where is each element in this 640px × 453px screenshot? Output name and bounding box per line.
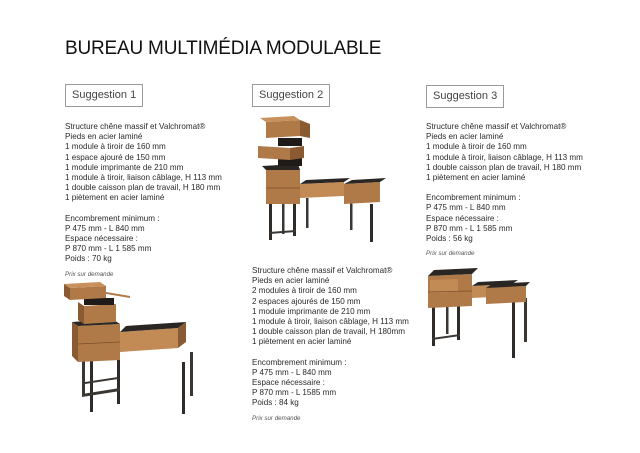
- desk-suggestion-3-image: [426, 266, 536, 361]
- desk-suggestion-2-image: [252, 118, 392, 246]
- dim-line: Encombrement minimum :: [65, 213, 160, 223]
- spec-line: 1 module à tiroir, liaison câblage, H 113 mm: [252, 317, 409, 327]
- spec-line: 1 double caisson plan de travail, H 180 mm: [426, 162, 582, 172]
- dim-line: P 475 mm - L 840 mm: [65, 223, 145, 233]
- spec-line: 1 module à tiroir de 160 mm: [65, 142, 166, 152]
- spec-line: 1 espace ajouré de 150 mm: [65, 152, 166, 162]
- dim-line: P 475 mm - L 840 mm: [252, 367, 332, 377]
- dim-line: Poids : 84 kg: [252, 398, 299, 408]
- spec-line: Pieds en acier laminé: [252, 276, 330, 286]
- dim-line: Espace nécessaire :: [65, 234, 138, 244]
- suggestion-3-label: Suggestion 3: [426, 85, 504, 108]
- dim-line: Encombrement minimum :: [426, 193, 521, 203]
- spec-line: Structure chêne massif et Valchromat®: [252, 266, 393, 275]
- price-note: Prix sur demande: [65, 270, 114, 278]
- spec-line: 1 piètement en acier laminé: [252, 337, 352, 347]
- dim-line: P 870 mm - L 1 585 mm: [426, 223, 513, 233]
- spec-line: Pieds en acier laminé: [65, 132, 143, 142]
- suggestion-2-specs: [252, 266, 409, 424]
- page-title: BUREAU MULTIMÉDIA MODULABLE: [65, 38, 382, 59]
- spec-line: Pieds en acier laminé: [426, 132, 504, 142]
- spec-line: 1 double caisson plan de travail, H 180 mm: [65, 183, 221, 193]
- spec-line: 1 double caisson plan de travail, H 180mm: [252, 327, 405, 337]
- spec-line: 2 espaces ajourés de 150 mm: [252, 296, 361, 306]
- price-note: Prix sur demande: [252, 414, 301, 422]
- spec-line: 1 module à tiroir, liaison câblage, H 113 mm: [65, 173, 222, 183]
- spec-line: 1 module à tiroir de 160 mm: [426, 142, 527, 152]
- dim-line: Espace nécessaire :: [252, 378, 325, 388]
- price-note: Prix sur demande: [426, 250, 475, 258]
- suggestion-3-specs: [426, 122, 583, 259]
- spec-line: 1 module imprimante de 210 mm: [65, 162, 184, 172]
- spec-line: 2 modules à tiroir de 160 mm: [252, 286, 357, 296]
- dim-line: P 475 mm - L 840 mm: [426, 203, 506, 213]
- suggestion-1-label: Suggestion 1: [65, 84, 143, 107]
- dim-line: P 870 mm - L 1585 mm: [252, 388, 337, 398]
- dim-line: Encombrement minimum :: [252, 357, 347, 367]
- spec-line: 1 piètement en acier laminé: [65, 193, 165, 203]
- suggestion-1-specs: [65, 122, 222, 280]
- dim-line: P 870 mm - L 1 585 mm: [65, 244, 152, 254]
- desk-suggestion-1-image: [60, 282, 210, 417]
- dim-line: Poids : 70 kg: [65, 254, 112, 264]
- spec-line: 1 module à tiroir, liaison câblage, H 113 mm: [426, 152, 583, 162]
- spec-line: Structure chêne massif et Valchromat®: [65, 122, 206, 131]
- spec-line: 1 piètement en acier laminé: [426, 173, 526, 183]
- spec-line: 1 module imprimante de 210 mm: [252, 306, 371, 316]
- suggestion-2-label: Suggestion 2: [252, 84, 330, 107]
- spec-line: Structure chêne massif et Valchromat®: [426, 122, 567, 131]
- dim-line: Poids : 56 kg: [426, 234, 473, 244]
- dim-line: Espace nécessaire :: [426, 213, 499, 223]
